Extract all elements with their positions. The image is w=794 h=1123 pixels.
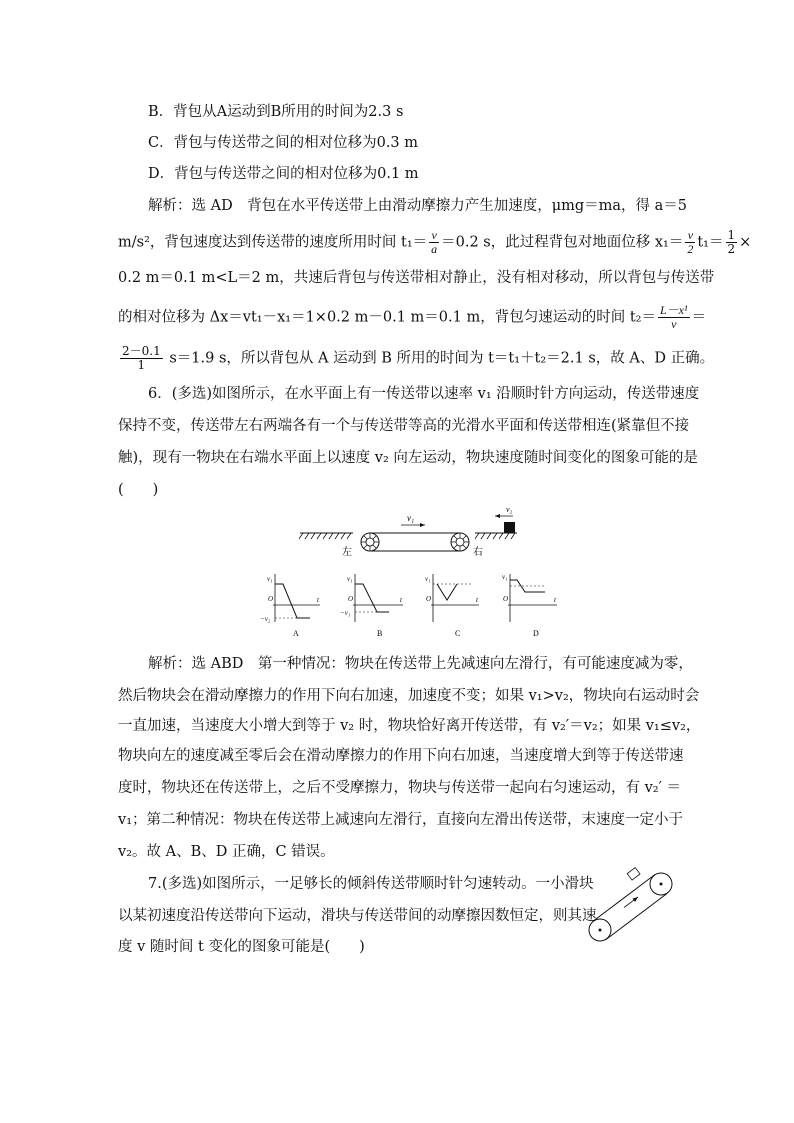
option-d: D．背包与传送带之间的相对位移为0.1 m [148, 166, 419, 182]
fraction-l-minus-x-over-v [658, 304, 690, 331]
graph-a-curve [275, 584, 310, 618]
graph-a [260, 574, 320, 638]
belt-direction-arrowhead [633, 897, 639, 902]
question6-line1: 6．(多选)如图所示，在水平面上有一传送带以速率 v₁ 沿顺时针方向运动，传送带速度 [148, 386, 700, 402]
solution6-line6: v₁；第二种情况：物块在传送带上减速向左滑行，直接向左滑出传送带，末速度一定小于 [118, 812, 684, 828]
solution5-text: 的相对位移为 Δx＝vt₁－x₁＝1×0.2 m－0.1 m＝0.1 m，背包匀速运动的时间 t₂＝ [118, 309, 656, 326]
graph-c [425, 574, 479, 638]
fraction-denominator: 2 [727, 242, 736, 256]
graph-a-origin-label: O [268, 595, 274, 603]
graph-d-origin-label: O [503, 595, 509, 603]
graph-b-origin-label: O [348, 595, 354, 603]
graph-d-t-label: t [554, 596, 556, 604]
fraction-numerator: v [685, 229, 695, 243]
graph-b-v1-label: v₁ [347, 575, 353, 583]
fraction-denominator: v [671, 317, 677, 331]
right-label: 右 [473, 547, 483, 558]
graph-c-origin-label: O [426, 595, 432, 603]
graph-d-label: D [533, 629, 539, 638]
v2-arrowhead [495, 514, 500, 518]
solution5-text: ＝0.2 s，此过程背包对地面位移 x₁＝ [441, 234, 684, 251]
question7-line2: 以某初速度沿传送带向下运动，滑块与传送带间的动摩擦因数恒定，则其速 [118, 908, 597, 924]
solution5-text: ＝ [691, 309, 707, 326]
fraction-v-over-a [429, 229, 439, 256]
option-b: B．背包从A运动到B所用的时间为2.3 s [148, 104, 404, 120]
left-label: 左 [342, 547, 352, 558]
solution5-text: × [739, 234, 752, 251]
inclined-conveyor-figure [586, 867, 676, 947]
solution5-line2 [118, 229, 751, 256]
graph-c-v1-label: v₁ [425, 575, 431, 583]
vt-graphs-figure [255, 570, 575, 640]
slider-block [627, 868, 640, 880]
solution6-line2: 然后物块会在滑动摩擦力的作用下向右加速，加速度不变；如果 v₁>v₂，物块向右运动时会 [118, 688, 700, 704]
fraction-denominator: 2 [687, 242, 694, 256]
left-ground-hatch [299, 533, 351, 539]
fraction-one-half [726, 229, 738, 256]
question6-line2: 保持不变，传送带左右两端各有一个与传送带等高的光滑水平面和传送带相连(紧靠但不接 [118, 418, 690, 434]
graph-d-v1-label: v₁ [502, 573, 508, 581]
question7-line3: 度 v 随时间 t 变化的图象可能是( ) [118, 939, 365, 955]
question7-line1: 7.(多选)如图所示，一足够长的倾斜传送带顺时针匀速转动。一小滑块 [148, 876, 594, 892]
solution6-line1: 解析：选 ABD 第一种情况：物块在传送带上先减速向左滑行，有可能速度减为零， [148, 656, 693, 672]
fraction-numerator: v [429, 229, 439, 243]
graph-c-label: C [455, 629, 461, 638]
graph-b [340, 574, 403, 638]
solution5-text: s＝1.9 s，所以背包从 A 运动到 B 所用的时间为 t＝t₁＋t₂＝2.1 s，故 A、D 正确。 [169, 350, 715, 367]
graph-b-neg-label: −v₁ [340, 609, 351, 617]
solution5-text: t₁＝ [697, 234, 724, 251]
option-c: C．背包与传送带之间的相对位移为0.3 m [148, 135, 419, 151]
v1-label: v₁ [407, 513, 415, 523]
graph-b-t-label: t [400, 596, 402, 604]
lower-pulley-axle [599, 929, 602, 932]
fraction-denominator: 1 [137, 358, 146, 372]
left-pulley [361, 533, 379, 551]
solution5-text: m/s²，背包速度达到传送带的速度所用时间 t₁＝ [118, 234, 428, 251]
graph-b-curve [355, 584, 389, 612]
fraction-v-over-2 [685, 229, 695, 256]
solution5-line5 [118, 345, 714, 372]
block [504, 522, 515, 533]
graph-b-label: B [377, 629, 383, 638]
graph-a-neg-label: −v₂ [260, 615, 271, 623]
right-pulley [451, 533, 469, 551]
graph-d [502, 573, 557, 638]
question6-line4: ( ) [118, 482, 159, 498]
solution5-line3: 0.2 m＝0.1 m<L＝2 m，共速后背包与传送带相对静止，没有相对移动，所以背包与传送带 [118, 270, 715, 286]
solution5-line1: 解析：选 AD 背包在水平传送带上由滑动摩擦力产生加速度，μmg＝ma，得 a＝5 [148, 198, 688, 214]
belt-upper-side [594, 875, 655, 921]
question6-line3: 触)，现有一物块在右端水平面上以速度 v₂ 向左运动，物块速度随时间变化的图象可能的是 [118, 450, 698, 466]
graph-a-v1-label: v₁ [267, 575, 273, 583]
solution6-line3: 一直加速，当速度大小增大到等于 v₂ 时，物块恰好离开传送带，有 v₂′＝v₂；如果 v₁≤v₂， [118, 718, 701, 734]
belt-lower-side [606, 894, 667, 940]
graph-c-curve [437, 584, 457, 600]
fraction-numerator: 1 [727, 228, 736, 242]
solution6-line4: 物块向左的速度减至零后会在滑动摩擦力的作用下向右加速，当速度增大到等于传送带速 [118, 748, 684, 764]
graph-a-t-label: t [317, 596, 319, 604]
graph-a-label: A [293, 629, 299, 638]
conveyor-belt-figure [295, 503, 525, 563]
fraction-denominator: a [431, 242, 438, 256]
solution6-line5: 度时，物块还在传送带上，之后不受摩擦力，物块与传送带一起向右匀速运动，有 v₂′ ＝ [118, 780, 682, 796]
graph-c-t-label: t [476, 596, 478, 604]
solution5-line4 [118, 304, 706, 331]
right-ground-hatch [475, 533, 515, 539]
v2-label: v₂ [506, 505, 513, 514]
fraction-numeric [120, 345, 163, 372]
v1-arrowhead [420, 523, 425, 527]
fraction-numerator: L－x¹ [659, 303, 688, 317]
fraction-numerator: 2－0.1 [122, 344, 161, 358]
upper-pulley-axle [660, 883, 663, 886]
solution6-line7: v₂。故 A、B、D 正确，C 错误。 [118, 844, 335, 860]
